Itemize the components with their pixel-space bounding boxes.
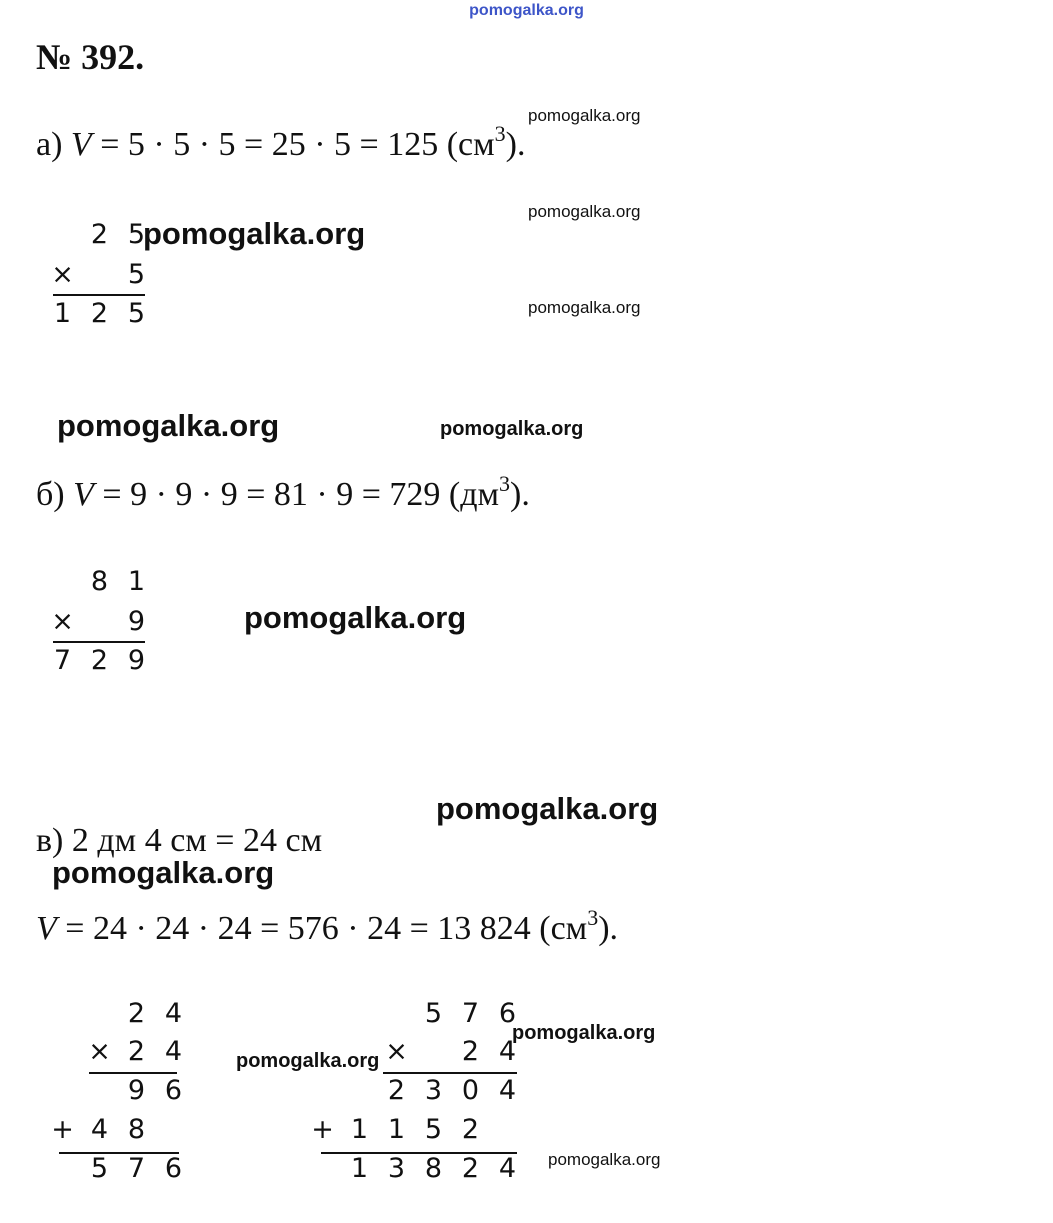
product-line	[89, 1072, 177, 1074]
watermark-small: pomogalka.org	[528, 298, 641, 317]
digit: 2	[90, 298, 109, 329]
watermark-large: pomogalka.org	[52, 855, 275, 890]
digit: 2	[127, 1036, 146, 1067]
digit: 1	[127, 566, 146, 597]
part-a-exponent: 3	[494, 121, 506, 146]
column-multiplication-c1	[43, 998, 203, 1198]
watermark-medium: pomogalka.org	[440, 418, 584, 440]
watermark-large: pomogalka.org	[436, 791, 659, 826]
digit: 9	[127, 606, 146, 637]
digit: 2	[127, 998, 146, 1029]
watermark-medium: pomogalka.org	[236, 1050, 380, 1072]
part-c-expression: = 24 · 24 · 24 = 576 · 24 = 13 824 (см	[56, 910, 588, 947]
digit: 4	[498, 1075, 517, 1106]
volume-variable: V	[70, 126, 92, 163]
part-a-end: ).	[505, 126, 526, 163]
column-multiplication-b	[43, 566, 163, 686]
digit: 3	[424, 1075, 443, 1106]
result-line	[53, 641, 145, 643]
part-a-expression: = 5 · 5 · 5 = 25 · 5 = 125 (см	[91, 126, 495, 163]
digit: 2	[461, 1114, 480, 1145]
part-b-exponent: 3	[499, 471, 511, 496]
equation-part-c-conversion: в) 2 дм 4 см = 24 см	[36, 822, 323, 859]
product-line	[383, 1072, 517, 1074]
digit: 7	[53, 645, 72, 676]
digit: 2	[461, 1153, 480, 1184]
digit: 5	[127, 259, 146, 290]
problem-number: № 392.	[36, 37, 145, 77]
watermark-large: pomogalka.org	[57, 408, 280, 443]
digit: 7	[127, 1153, 146, 1184]
digit: 4	[498, 1036, 517, 1067]
digit: 6	[498, 998, 517, 1029]
multiply-sign: ×	[88, 1036, 111, 1067]
digit: 1	[350, 1153, 369, 1184]
digit: 4	[164, 998, 183, 1029]
part-c-exponent: 3	[587, 905, 599, 930]
watermark-small: pomogalka.org	[528, 106, 641, 125]
digit: 6	[164, 1153, 183, 1184]
equation-part-b	[36, 471, 530, 514]
watermark-small: pomogalka.org	[548, 1150, 661, 1169]
result-line	[53, 294, 145, 296]
digit: 0	[461, 1075, 480, 1106]
watermark-medium: pomogalka.org	[512, 1022, 656, 1044]
digit: 2	[90, 219, 109, 250]
multiply-sign: ×	[51, 259, 74, 290]
digit: 3	[387, 1153, 406, 1184]
digit: 8	[424, 1153, 443, 1184]
watermark-small: pomogalka.org	[528, 202, 641, 221]
multiply-sign: ×	[51, 606, 74, 637]
equation-part-c-volume	[36, 905, 619, 948]
plus-sign: +	[311, 1114, 334, 1145]
digit: 8	[127, 1114, 146, 1145]
part-b-expression: = 9 · 9 · 9 = 81 · 9 = 729 (дм	[93, 476, 500, 513]
multiply-sign: ×	[385, 1036, 408, 1067]
digit: 5	[127, 219, 146, 250]
volume-variable: V	[36, 910, 57, 947]
digit: 1	[387, 1114, 406, 1145]
volume-variable: V	[73, 476, 94, 513]
digit: 9	[127, 645, 146, 676]
digit: 2	[90, 645, 109, 676]
part-c-end: ).	[598, 910, 619, 947]
part-a-label: а)	[36, 126, 71, 163]
watermark-large: pomogalka.org	[244, 600, 467, 635]
digit: 5	[424, 998, 443, 1029]
watermark-large: pomogalka.org	[143, 216, 366, 251]
digit: 4	[498, 1153, 517, 1184]
digit: 2	[461, 1036, 480, 1067]
digit: 6	[164, 1075, 183, 1106]
digit: 5	[127, 298, 146, 329]
digit: 8	[90, 566, 109, 597]
digit: 4	[164, 1036, 183, 1067]
digit: 4	[90, 1114, 109, 1145]
digit: 9	[127, 1075, 146, 1106]
part-b-end: ).	[510, 476, 530, 513]
digit: 1	[350, 1114, 369, 1145]
digit: 5	[90, 1153, 109, 1184]
header-watermark: pomogalka.org	[469, 2, 584, 19]
digit: 5	[424, 1114, 443, 1145]
plus-sign: +	[51, 1114, 74, 1145]
part-b-label: б)	[36, 476, 74, 513]
equation-part-a	[36, 121, 526, 164]
digit: 2	[387, 1075, 406, 1106]
digit: 1	[53, 298, 72, 329]
column-multiplication-c2	[303, 998, 543, 1198]
digit: 7	[461, 998, 480, 1029]
